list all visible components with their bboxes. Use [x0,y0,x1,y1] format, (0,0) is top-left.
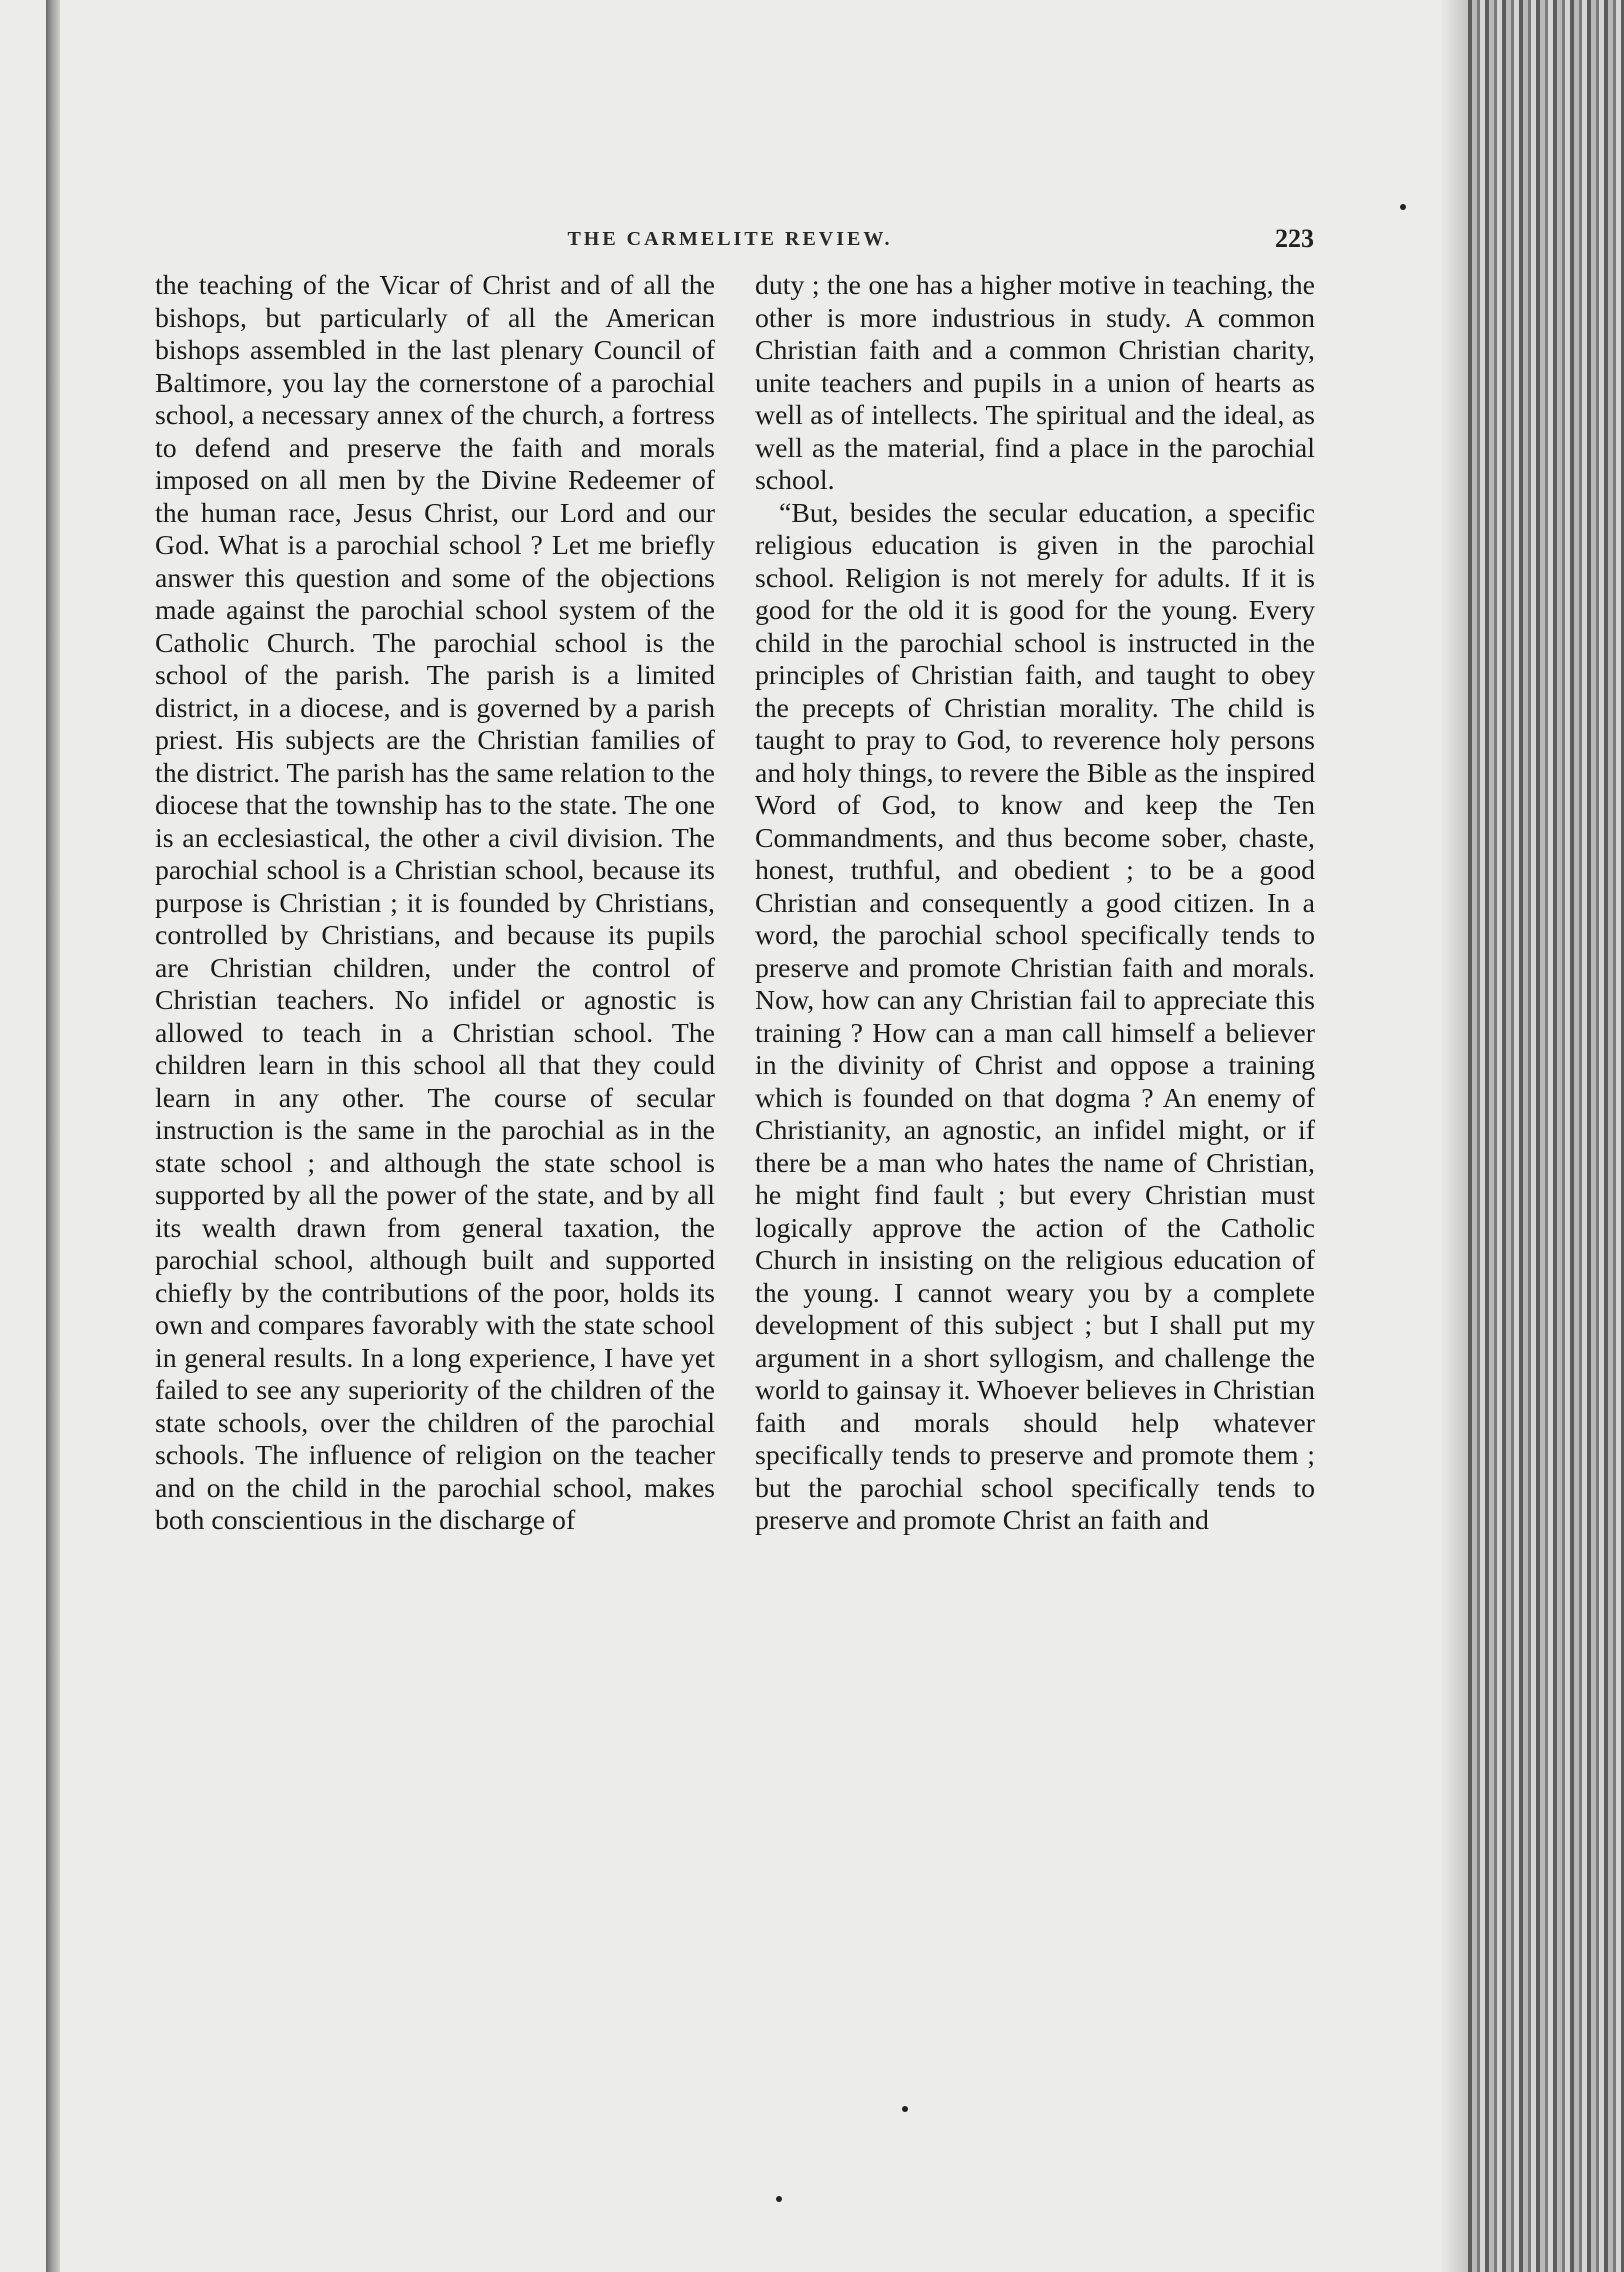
page-number: 223 [1275,224,1314,253]
left-text-column [155,270,715,1538]
body-paragraph: duty ; the one has a higher motive in teaching, the other is more industrious in study. A common Christian faith and a common Christian charity, unite teachers and pupils in a union of hearts as well as of intellects. The spiritual and the ideal, as well as the material, find a place in the parochial school. [755,270,1315,496]
print-speck [1400,204,1406,210]
body-paragraph: the teaching of the Vicar of Christ and of all the bishops, but particularly of all the American bishops assembled in the last plenary Council of Baltimore, you lay the cornerstone of a parochial school, a necessary annex of the church, a fortress to defend and preserve the faith and morals imposed on all men by the Divine Redeemer of the human race, Jesus Christ, our Lord and our God. What is a parochial school ? Let me briefly answer this question and some of the objections made against the parochial school system of the Catholic Church. The parochial school is the school of the parish. The parish is a limited district, in a diocese, and is governed by a parish priest. His subjects are the Christian families of the district. The parish has the same relation to the diocese that the township has to the state. The one is an ecclesiastical, the other a civil division. The parochial school is a Christian school, because its purpose is Christian ; it is founded by Christians, controlled by Christians, and because its pupils are Christian children, under the control of Christian teachers. No infidel or agnostic is allowed to teach in a Christian school. The children learn in this school all that they could learn in any other. The course of secular instruction is the same in the parochial as in the state school ; and although the state school is supported by all the power of the state, and by all its wealth drawn from general taxation, the parochial school, although built and supported chiefly by the contributions of the poor, holds its own and compares favorably with the state school in general results. In a long experience, I have yet failed to see any superiority of the children of the state schools, over the children of the parochial schools. The influence of religion on the teacher and on the child in the parochial school, makes both conscientious in the discharge of [155,270,715,1536]
page-gutter-shadow [1440,0,1470,2272]
right-text-column [755,270,1315,1538]
page-header [150,222,1314,256]
print-speck [776,2196,782,2202]
body-paragraph: “But, besides the secular education, a specific religious education is given in the parochial school. Religion is not merely for adults. If it is good for the old it is good for the young. Every child in the parochial school is instructed in the principles of Christian faith, and taught to obey the precepts of Christian morality. The child is taught to pray to God, to reverence holy persons and holy things, to revere the Bible as the inspired Word of God, to know and keep the Ten Commandments, and thus become sober, chaste, honest, truthful, and obedient ; to be a good Christian and consequently a good citizen. In a word, the parochial school specifically tends to preserve and promote Christian faith and morals. Now, how can any Christian fail to appreciate this training ? How can a man call himself a believer in the divinity of Christ and oppose a training which is founded on that dogma ? An enemy of Christianity, an agnostic, an infidel might, or if there be a man who hates the name of Christian, he might find fault ; but every Christian must logically approve the action of the Catholic Church in insisting on the religious education of the young. I cannot weary you by a complete development of this subject ; but I shall put my argument in a short syllogism, and challenge the world to gainsay it. Whoever believes in Christian faith and morals should help whatever specifically tends to preserve and promote them ; but the parochial school specifically tends to preserve and promote Christ an faith and [755,497,1315,1536]
page-stack-edge [1468,0,1624,2272]
running-head: THE CARMELITE REVIEW. [567,228,893,250]
print-speck [902,2106,908,2112]
book-binding-edge [46,0,60,2272]
